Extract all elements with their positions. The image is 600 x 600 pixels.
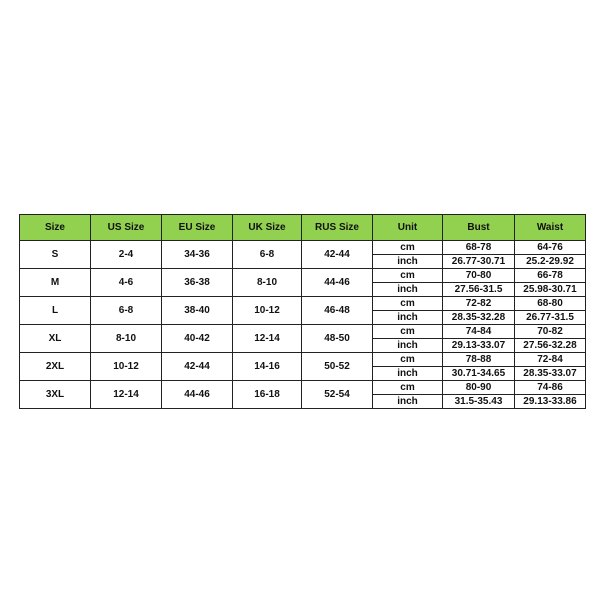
uk-size-cell: 14-16 bbox=[233, 353, 302, 381]
bust-cell: 74-84 bbox=[443, 325, 515, 339]
rus-size-cell: 50-52 bbox=[302, 353, 373, 381]
rus-size-cell: 52-54 bbox=[302, 381, 373, 409]
bust-cell: 27.56-31.5 bbox=[443, 283, 515, 297]
waist-cell: 74-86 bbox=[515, 381, 586, 395]
uk-size-cell: 12-14 bbox=[233, 325, 302, 353]
size-cell: 2XL bbox=[20, 353, 91, 381]
waist-cell: 64-76 bbox=[515, 241, 586, 255]
rus-size-cell: 46-48 bbox=[302, 297, 373, 325]
table-row bbox=[20, 241, 586, 255]
unit-cell: inch bbox=[373, 311, 443, 325]
waist-cell: 25.98-30.71 bbox=[515, 283, 586, 297]
table-row bbox=[20, 381, 586, 395]
size-cell: XL bbox=[20, 325, 91, 353]
size-chart-table bbox=[19, 214, 586, 409]
unit-cell: cm bbox=[373, 325, 443, 339]
size-cell: L bbox=[20, 297, 91, 325]
waist-cell: 27.56-32.28 bbox=[515, 339, 586, 353]
header-row bbox=[20, 215, 586, 241]
waist-cell: 29.13-33.86 bbox=[515, 395, 586, 409]
unit-cell: cm bbox=[373, 297, 443, 311]
bust-cell: 68-78 bbox=[443, 241, 515, 255]
waist-cell: 28.35-33.07 bbox=[515, 367, 586, 381]
uk-size-cell: 8-10 bbox=[233, 269, 302, 297]
header-unit: Unit bbox=[373, 215, 443, 241]
size-cell: 3XL bbox=[20, 381, 91, 409]
unit-cell: cm bbox=[373, 381, 443, 395]
us-size-cell: 4-6 bbox=[91, 269, 162, 297]
bust-cell: 72-82 bbox=[443, 297, 515, 311]
us-size-cell: 12-14 bbox=[91, 381, 162, 409]
waist-cell: 68-80 bbox=[515, 297, 586, 311]
header-us: US Size bbox=[91, 215, 162, 241]
size-cell: S bbox=[20, 241, 91, 269]
size-cell: M bbox=[20, 269, 91, 297]
waist-cell: 26.77-31.5 bbox=[515, 311, 586, 325]
bust-cell: 29.13-33.07 bbox=[443, 339, 515, 353]
bust-cell: 70-80 bbox=[443, 269, 515, 283]
waist-cell: 25.2-29.92 bbox=[515, 255, 586, 269]
waist-cell: 70-82 bbox=[515, 325, 586, 339]
eu-size-cell: 38-40 bbox=[162, 297, 233, 325]
header-rus: RUS Size bbox=[302, 215, 373, 241]
table-row bbox=[20, 269, 586, 283]
unit-cell: cm bbox=[373, 241, 443, 255]
unit-cell: cm bbox=[373, 353, 443, 367]
table-row bbox=[20, 325, 586, 339]
waist-cell: 72-84 bbox=[515, 353, 586, 367]
bust-cell: 80-90 bbox=[443, 381, 515, 395]
waist-cell: 66-78 bbox=[515, 269, 586, 283]
uk-size-cell: 6-8 bbox=[233, 241, 302, 269]
eu-size-cell: 42-44 bbox=[162, 353, 233, 381]
us-size-cell: 8-10 bbox=[91, 325, 162, 353]
header-waist: Waist bbox=[515, 215, 586, 241]
unit-cell: inch bbox=[373, 367, 443, 381]
us-size-cell: 2-4 bbox=[91, 241, 162, 269]
unit-cell: inch bbox=[373, 395, 443, 409]
uk-size-cell: 10-12 bbox=[233, 297, 302, 325]
bust-cell: 28.35-32.28 bbox=[443, 311, 515, 325]
unit-cell: inch bbox=[373, 283, 443, 297]
rus-size-cell: 42-44 bbox=[302, 241, 373, 269]
header-size: Size bbox=[20, 215, 91, 241]
header-eu: EU Size bbox=[162, 215, 233, 241]
unit-cell: inch bbox=[373, 255, 443, 269]
unit-cell: cm bbox=[373, 269, 443, 283]
table-row bbox=[20, 353, 586, 367]
uk-size-cell: 16-18 bbox=[233, 381, 302, 409]
us-size-cell: 10-12 bbox=[91, 353, 162, 381]
header-bust: Bust bbox=[443, 215, 515, 241]
bust-cell: 78-88 bbox=[443, 353, 515, 367]
header-uk: UK Size bbox=[233, 215, 302, 241]
eu-size-cell: 34-36 bbox=[162, 241, 233, 269]
eu-size-cell: 40-42 bbox=[162, 325, 233, 353]
rus-size-cell: 48-50 bbox=[302, 325, 373, 353]
bust-cell: 30.71-34.65 bbox=[443, 367, 515, 381]
eu-size-cell: 44-46 bbox=[162, 381, 233, 409]
unit-cell: inch bbox=[373, 339, 443, 353]
bust-cell: 26.77-30.71 bbox=[443, 255, 515, 269]
eu-size-cell: 36-38 bbox=[162, 269, 233, 297]
us-size-cell: 6-8 bbox=[91, 297, 162, 325]
bust-cell: 31.5-35.43 bbox=[443, 395, 515, 409]
table-row bbox=[20, 297, 586, 311]
rus-size-cell: 44-46 bbox=[302, 269, 373, 297]
